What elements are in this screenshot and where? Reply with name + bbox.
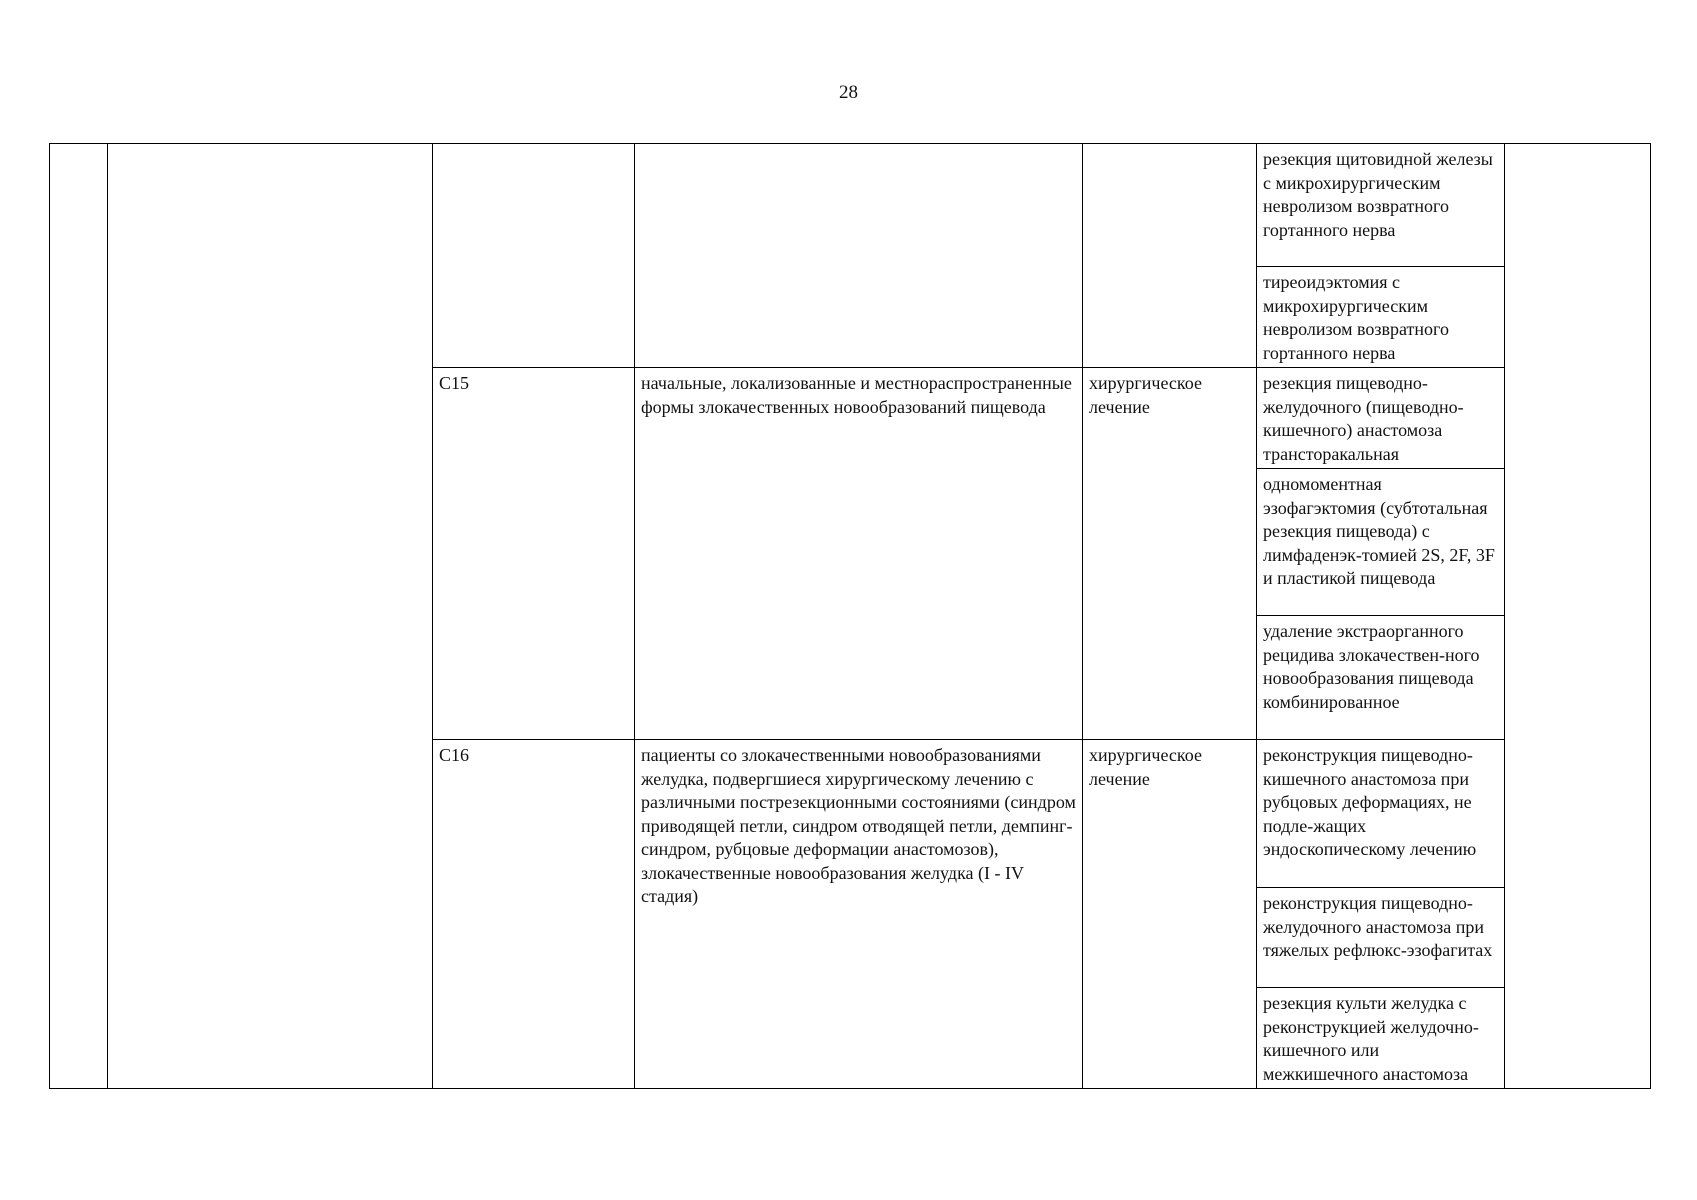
index-cell — [50, 144, 108, 1089]
treatment-type-cell: хирургическое лечение — [1083, 368, 1257, 740]
code-cell — [433, 144, 635, 368]
method-cell: реконструкция пищеводно-желудочного анастомоза при тяжелых рефлюкс-эзофагитах — [1257, 888, 1505, 988]
standard-cell — [1505, 144, 1651, 1089]
profile-cell — [108, 144, 433, 1089]
code-cell: С15 — [433, 368, 635, 740]
method-cell: тиреоидэктомия с микрохирургическим невролизом возвратного гортанного нерва — [1257, 267, 1505, 368]
method-cell: удаление экстраорганного рецидива злокачествен-ного новообразования пищевода комбинированное — [1257, 616, 1505, 740]
page-number: 28 — [839, 82, 858, 103]
code-cell: С16 — [433, 740, 635, 1089]
method-cell: резекция щитовидной железы с микрохирургическим невролизом возвратного гортанного нерва — [1257, 144, 1505, 267]
condition-cell — [635, 144, 1083, 368]
treatment-type-cell — [1083, 144, 1257, 368]
method-cell: резекция культи желудка с реконструкцией желудочно-кишечного или межкишечного анастомоза — [1257, 988, 1505, 1089]
treatment-type-cell: хирургическое лечение — [1083, 740, 1257, 1089]
condition-cell: пациенты со злокачественными новообразованиями желудка, подвергшиеся хирургическому лечению с различными пострезекционными состояниями (синдром приводящей петли, синдром отводящей петли, демпинг-синдром, рубцовые деформации анастомозов), злокачественные новообразования желудка (I - IV стадия) — [635, 740, 1083, 1089]
method-cell: резекция пищеводно-желудочного (пищеводно-кишечного) анастомоза трансторакальная — [1257, 368, 1505, 469]
method-cell: одномоментная эзофагэктомия (субтотальная резекция пищевода) с лимфаденэк-томией 2S, 2F, 3F и пластикой пищевода — [1257, 469, 1505, 616]
method-cell: реконструкция пищеводно-кишечного анастомоза при рубцовых деформациях, не подле-жащих эндоскопическому лечению — [1257, 740, 1505, 888]
condition-cell: начальные, локализованные и местнораспространенные формы злокачественных новообразований пищевода — [635, 368, 1083, 740]
medical-care-table — [49, 143, 1651, 1089]
